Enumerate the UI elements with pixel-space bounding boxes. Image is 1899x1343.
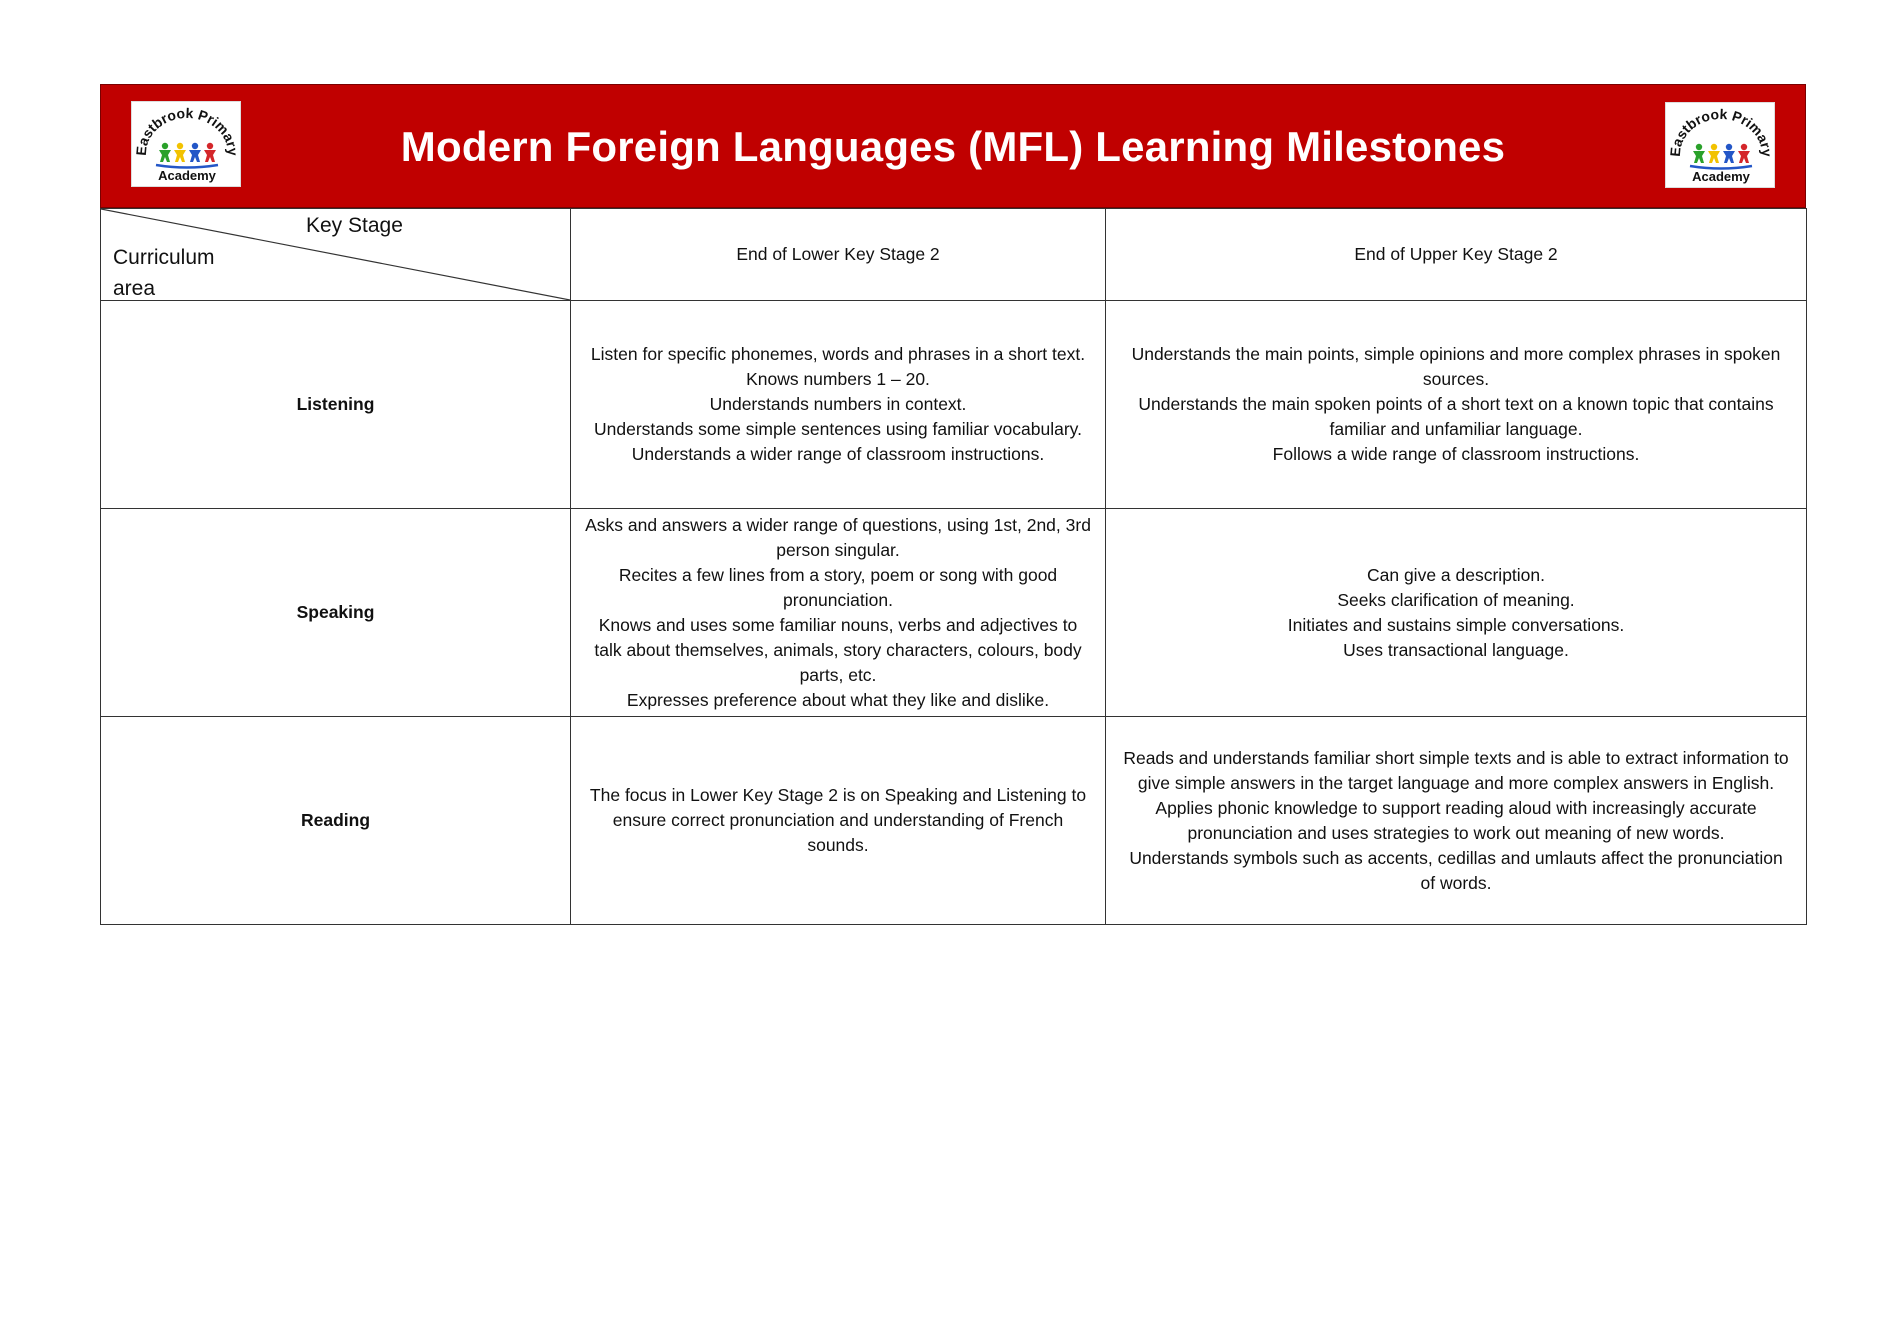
table-row-reading [101, 717, 1807, 925]
list-item: Expresses preference about what they like and dislike. [626, 689, 1050, 710]
list-item: Knows and uses some familiar nouns, verbs and adjectives to talk about themselves, animals, story characters, colours, body parts, etc. [594, 614, 1082, 685]
svg-text:Eastbrook Primary: Eastbrook Primary [132, 104, 242, 157]
logo-academy-text: Academy [158, 168, 216, 183]
list-item: Listen for specific phonemes, words and phrases in a short text. [590, 344, 1086, 364]
logo-academy-text: Academy [1692, 169, 1750, 184]
school-logo-right [1665, 102, 1775, 188]
list-item: Initiates and sustains simple conversations. [1287, 614, 1625, 635]
milestones-sheet [100, 84, 1806, 925]
list-item: Understands the main points, simple opinions and more complex phrases in spoken sources. [1131, 344, 1781, 389]
list-item: Recites a few lines from a story, poem or song with good pronunciation. [618, 564, 1058, 610]
table-row-listening [101, 301, 1807, 509]
list-item: Understands numbers in context. [709, 394, 967, 414]
listening-upper-cell [1106, 301, 1807, 509]
list-item: Understands some simple sentences using familiar vocabulary. [594, 419, 1082, 439]
school-logo-icon [1666, 103, 1776, 189]
list-item: Knows numbers 1 – 20. [746, 369, 930, 389]
speaking-upper-cell [1106, 509, 1807, 717]
reading-lower-cell [571, 717, 1106, 925]
milestones-table [100, 208, 1807, 925]
key-stage-label: Key Stage [306, 214, 403, 237]
corner-header-cell [101, 209, 571, 301]
list-item: Applies phonic knowledge to support reading aloud with increasingly accurate pronunciation and uses strategies to work out meaning of new words. [1155, 797, 1757, 843]
page-title: Modern Foreign Languages (MFL) Learning Milestones [400, 123, 1506, 170]
title-banner [100, 84, 1806, 208]
row-label-listening: Listening [101, 301, 571, 509]
svg-text:Eastbrook Primary: Eastbrook Primary [1666, 105, 1776, 158]
row-label-speaking: Speaking [101, 509, 571, 717]
reading-upper-cell [1106, 717, 1807, 925]
column-header-lower-ks2: End of Lower Key Stage 2 [571, 209, 1106, 301]
list-item: Can give a description. [1366, 564, 1546, 585]
list-item: Asks and answers a wider range of questions, using 1st, 2nd, 3rd person singular. [585, 514, 1091, 560]
table-row-speaking [101, 509, 1807, 717]
list-item: Understands the main spoken points of a short text on a known topic that contains familiar and unfamiliar language. [1138, 394, 1774, 439]
column-header-upper-ks2: End of Upper Key Stage 2 [1106, 209, 1807, 301]
listening-lower-cell [571, 301, 1106, 509]
list-item: Uses transactional language. [1343, 639, 1569, 660]
list-item: Follows a wide range of classroom instructions. [1272, 444, 1640, 464]
list-item: The focus in Lower Key Stage 2 is on Speaking and Listening to ensure correct pronunciation and understanding of French sounds. [589, 785, 1087, 855]
list-item: Understands symbols such as accents, cedillas and umlauts affect the pronunciation of words. [1129, 847, 1783, 893]
curriculum-area-label: Curriculum area [113, 246, 215, 300]
list-item: Understands a wider range of classroom instructions. [631, 444, 1045, 464]
list-item: Reads and understands familiar short simple texts and is able to extract information to give simple answers in the target language and more complex answers in English. [1123, 747, 1789, 793]
list-item: Seeks clarification of meaning. [1337, 589, 1575, 610]
row-label-reading: Reading [101, 717, 571, 925]
speaking-lower-cell [571, 509, 1106, 717]
table-header-row [101, 209, 1807, 301]
